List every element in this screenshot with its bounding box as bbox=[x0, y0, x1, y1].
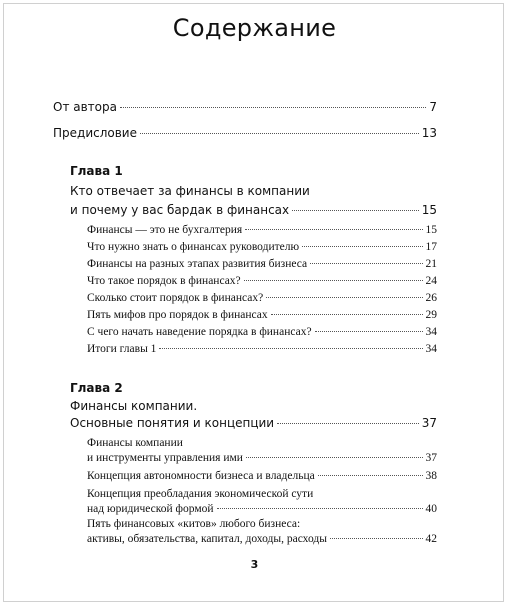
dot-leader bbox=[245, 229, 422, 230]
toc-subentry-label: Финансы на разных этапах развития бизнеса bbox=[87, 258, 308, 270]
chapter-2-title-line2: Основные понятия и концепции bbox=[70, 416, 275, 430]
toc-subentry-label: и инструменты управления ими bbox=[87, 452, 243, 464]
toc-subentry[interactable] bbox=[87, 503, 437, 515]
toc-subentry-page: 38 bbox=[425, 470, 437, 482]
toc-subentry[interactable] bbox=[87, 470, 437, 482]
chapter-1-heading: Глава 1 bbox=[70, 164, 123, 178]
toc-subentry-line1: Концепция преобладания экономической сути bbox=[87, 488, 314, 500]
dot-leader bbox=[292, 210, 419, 211]
page-title: Содержание bbox=[172, 14, 337, 42]
dot-leader bbox=[244, 280, 423, 281]
toc-subentry-page: 29 bbox=[425, 309, 437, 321]
toc-subentry[interactable] bbox=[87, 326, 437, 338]
toc-subentry-page: 34 bbox=[425, 326, 437, 338]
chapter-2-title-line1: Финансы компании. bbox=[70, 399, 198, 413]
toc-subentry-page: 42 bbox=[425, 533, 437, 545]
chapter-1-title-entry[interactable] bbox=[70, 203, 437, 217]
toc-subentry[interactable] bbox=[87, 533, 437, 545]
toc-entry-page: 15 bbox=[421, 203, 437, 217]
toc-subentry-label: активы, обязательства, капитал, доходы, расходы bbox=[87, 533, 327, 545]
toc-subentry-line1: Пять финансовых «китов» любого бизнеса: bbox=[87, 518, 301, 530]
toc-subentry-line1: Финансы компании bbox=[87, 437, 183, 449]
toc-entry-page: 37 bbox=[421, 416, 437, 430]
chapter-2-heading: Глава 2 bbox=[70, 381, 123, 395]
toc-subentry-page: 24 bbox=[425, 275, 437, 287]
toc-subentry-page: 15 bbox=[425, 224, 437, 236]
dot-leader bbox=[315, 331, 423, 332]
toc-subentry-page: 34 bbox=[425, 343, 437, 355]
toc-subentry-page: 17 bbox=[425, 241, 437, 253]
dot-leader bbox=[318, 475, 423, 476]
toc-subentry[interactable] bbox=[87, 241, 437, 253]
toc-subentry-label: Что нужно знать о финансах руководителю bbox=[87, 241, 300, 253]
toc-subentry[interactable] bbox=[87, 452, 437, 464]
dot-leader bbox=[246, 457, 423, 458]
dot-leader bbox=[310, 263, 422, 264]
toc-subentry-label: Финансы — это не бухгалтерия bbox=[87, 224, 243, 236]
chapter-2-title-entry[interactable] bbox=[70, 416, 437, 430]
toc-subentry-label: Концепция автономности бизнеса и владельца bbox=[87, 470, 315, 482]
toc-entry-label: Предисловие bbox=[53, 126, 137, 140]
dot-leader bbox=[217, 508, 423, 509]
toc-entry-page: 7 bbox=[429, 100, 437, 114]
dot-leader bbox=[271, 314, 423, 315]
dot-leader bbox=[330, 538, 423, 539]
toc-subentry-page: 21 bbox=[425, 258, 437, 270]
page-number: 3 bbox=[250, 558, 259, 571]
toc-subentry[interactable] bbox=[87, 343, 437, 355]
dot-leader bbox=[120, 107, 426, 108]
toc-subentry-page: 40 bbox=[425, 503, 437, 515]
chapter-1-title-line2: и почему у вас бардак в финансах bbox=[70, 203, 290, 217]
toc-subentry-label: над юридической формой bbox=[87, 503, 214, 515]
toc-subentry[interactable] bbox=[87, 292, 437, 304]
toc-subentry[interactable] bbox=[87, 275, 437, 287]
toc-entry-label: От автора bbox=[53, 100, 117, 114]
toc-subentry-label: С чего начать наведение порядка в финансах? bbox=[87, 326, 312, 338]
toc-subentry[interactable] bbox=[87, 224, 437, 236]
toc-entry-page: 13 bbox=[421, 126, 437, 140]
dot-leader bbox=[266, 297, 422, 298]
dot-leader bbox=[302, 246, 422, 247]
toc-entry-preface[interactable] bbox=[53, 126, 437, 140]
dot-leader bbox=[140, 133, 419, 134]
dot-leader bbox=[277, 423, 419, 424]
toc-subentry[interactable] bbox=[87, 309, 437, 321]
toc-subentry-label: Сколько стоит порядок в финансах? bbox=[87, 292, 264, 304]
toc-subentry-label: Что такое порядок в финансах? bbox=[87, 275, 241, 287]
toc-subentry-page: 26 bbox=[425, 292, 437, 304]
toc-subentry-page: 37 bbox=[425, 452, 437, 464]
toc-subentry-label: Пять мифов про порядок в финансах bbox=[87, 309, 268, 321]
chapter-1-title-line1: Кто отвечает за финансы в компании bbox=[70, 184, 310, 198]
toc-subentry[interactable] bbox=[87, 258, 437, 270]
dot-leader bbox=[159, 348, 422, 349]
toc-subentry-label: Итоги главы 1 bbox=[87, 343, 157, 355]
toc-entry-from-author[interactable] bbox=[53, 100, 437, 114]
